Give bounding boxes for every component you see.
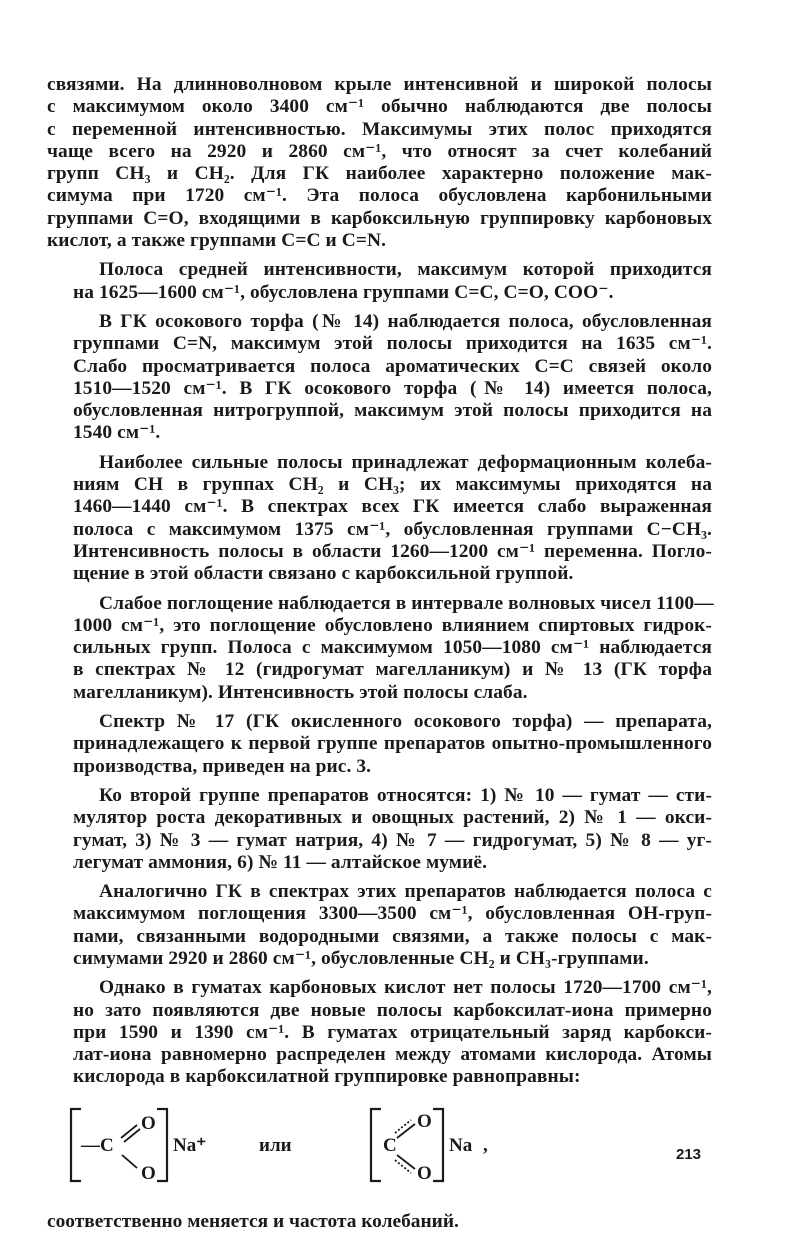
paragraph xyxy=(47,785,712,874)
text-line: Наиболее сильные полосы принадлежат деформационным колеба- xyxy=(99,451,712,473)
right-bracket-open xyxy=(371,1109,381,1181)
paragraph xyxy=(47,74,712,252)
right-trailing-comma: , xyxy=(483,1134,488,1156)
text-line: мулятор роста декоративных и овощных растений, 2) № 1 — окси- xyxy=(73,807,712,829)
text-line: обусловленная нитрогруппой, максимум этой полосы приходится на xyxy=(73,400,712,422)
text-line: чаще всего на 2920 и 2860 см⁻¹, что относят за счет колебаний xyxy=(47,140,712,162)
paragraph xyxy=(47,593,712,704)
text-line: кислорода в карбоксилатной группировке равноправны: xyxy=(73,1066,581,1088)
text-line: магелланикум). Интенсивность этой полосы слаба. xyxy=(73,681,528,703)
text-line: Слабо просматривается полоса ароматических C=C связей около xyxy=(73,355,712,377)
text-line: сильных групп. Полоса с максимумом 1050—1080 см⁻¹ наблюдается xyxy=(73,637,712,659)
right-bond-top-solid xyxy=(397,1124,415,1138)
carboxylate-formula xyxy=(47,1105,712,1187)
text-line: принадлежащего к первой группе препаратов опытно-промышленного xyxy=(73,733,712,755)
paragraph xyxy=(47,452,712,586)
text-line: 1460—1440 см⁻¹. В спектрах всех ГК имеется слабо выраженная xyxy=(73,496,712,518)
text-line: Полоса средней интенсивности, максимум которой приходится xyxy=(99,259,712,281)
text-line: Слабое поглощение наблюдается в интервале волновых чисел 1100— xyxy=(99,592,714,614)
text-line: Аналогично ГК в спектрах этих препаратов наблюдается полоса с xyxy=(99,881,712,903)
text-line: В ГК осокового торфа (№ 14) наблюдается полоса, обусловленная xyxy=(99,310,712,332)
page-number: 213 xyxy=(676,1146,702,1163)
left-double-bond-b xyxy=(124,1129,140,1142)
right-counterion: Na xyxy=(449,1134,473,1156)
text-line: группами C=N, максимум этой полосы приходится на 1635 см⁻¹. xyxy=(73,333,712,355)
right-bond-bottom-dotted xyxy=(395,1160,411,1173)
formula-or: или xyxy=(259,1134,292,1156)
right-bracket-close xyxy=(433,1109,443,1181)
page-body xyxy=(47,74,712,1233)
paragraph xyxy=(47,977,712,1088)
text-line: симумами 2920 и 2860 см⁻¹, обусловленные CH₂ и CH₃-группами. xyxy=(73,947,649,969)
paragraph xyxy=(47,881,712,970)
text-line: группами C=O, входящими в карбоксильную группировку карбоновых xyxy=(47,207,712,229)
text-line: связями. На длинноволновом крыле интенсивной и широкой полосы xyxy=(47,74,712,95)
right-o-bottom: O xyxy=(417,1162,432,1184)
left-counterion: Na⁺ xyxy=(173,1134,207,1156)
left-single-bond xyxy=(122,1155,137,1168)
text-line: при 1590 и 1390 см⁻¹. В гуматах отрицательный заряд карбокси- xyxy=(73,1021,712,1043)
text-line: кислот, а также группами C=C и C=N. xyxy=(47,230,387,252)
text-line: в спектрах № 12 (гидрогумат магелланикум) и № 13 (ГК торфа xyxy=(73,659,712,681)
text-line: с переменной интенсивностью. Максимумы этих полос приходятся xyxy=(47,118,712,140)
text-line: Интенсивность полосы в области 1260—1200 см⁻¹ переменна. Погло- xyxy=(73,540,712,562)
text-line: производства, приведен на рис. 3. xyxy=(73,755,372,777)
paragraph xyxy=(47,311,712,445)
left-double-bond-a xyxy=(121,1125,137,1138)
text-line: но зато появляются две новые полосы карбоксилат-иона примерно xyxy=(73,999,712,1021)
closing-sentence: соответственно меняется и частота колебаний. xyxy=(47,1210,459,1232)
text-line: Ко второй группе препаратов относятся: 1) № 10 — гумат — сти- xyxy=(99,784,712,806)
text-body xyxy=(47,74,712,1089)
text-line: групп CH₃ и CH₂. Для ГК наиболее характерно положение мак- xyxy=(47,163,712,185)
text-line: лат-иона равномерно распределен между атомами кислорода. Атомы xyxy=(73,1044,712,1066)
text-line: максимумом поглощения 3300—3500 см⁻¹, обусловленная OH-груп- xyxy=(73,903,712,925)
right-bond-bottom-solid xyxy=(397,1155,415,1169)
text-line: легумат аммония, 6) № 11 — алтайское мумиё. xyxy=(73,851,488,873)
text-line: полоса с максимумом 1375 см⁻¹, обусловленная группами C−CH₃. xyxy=(73,518,712,540)
paragraph xyxy=(47,711,712,778)
left-bond-c: —C xyxy=(81,1134,114,1156)
text-line: ниям CH в группах CH₂ и CH₃; их максимумы приходятся на xyxy=(73,474,712,496)
text-line: пами, связанными водородными связями, а также полосы с мак- xyxy=(73,925,712,947)
right-bond-top-dotted xyxy=(395,1120,411,1133)
formula-drawing xyxy=(69,1105,589,1187)
text-line: щение в этой области связано с карбоксильной группой. xyxy=(73,563,574,585)
left-o-top: O xyxy=(141,1112,156,1134)
text-line: Спектр № 17 (ГК окисленного осокового торфа) — препарата, xyxy=(99,711,712,733)
text-line: 1510—1520 см⁻¹. В ГК осокового торфа (№ 14) имеется полоса, xyxy=(73,377,712,399)
text-line: 1540 см⁻¹. xyxy=(73,422,161,444)
text-line: Однако в гуматах карбоновых кислот нет полосы 1720—1700 см⁻¹, xyxy=(99,977,712,999)
text-line: гумат, 3) № 3 — гумат натрия, 4) № 7 — гидрогумат, 5) № 8 — уг- xyxy=(73,829,712,851)
left-bracket-close xyxy=(157,1109,167,1181)
left-o-bottom: O xyxy=(141,1162,156,1184)
text-line: с максимумом около 3400 см⁻¹ обычно наблюдаются две полосы xyxy=(47,96,712,118)
text-line: 1000 см⁻¹, это поглощение обусловлено влиянием спиртовых гидрок- xyxy=(73,614,712,636)
text-line: симума при 1720 см⁻¹. Эта полоса обусловлена карбонильными xyxy=(47,185,712,207)
right-o-top: O xyxy=(417,1110,432,1132)
left-bracket-open xyxy=(71,1109,81,1181)
right-c: C xyxy=(383,1134,397,1156)
text-line: на 1625—1600 см⁻¹, обусловлена группами C=C, C=O, COO⁻. xyxy=(73,281,614,303)
paragraph xyxy=(47,259,712,304)
